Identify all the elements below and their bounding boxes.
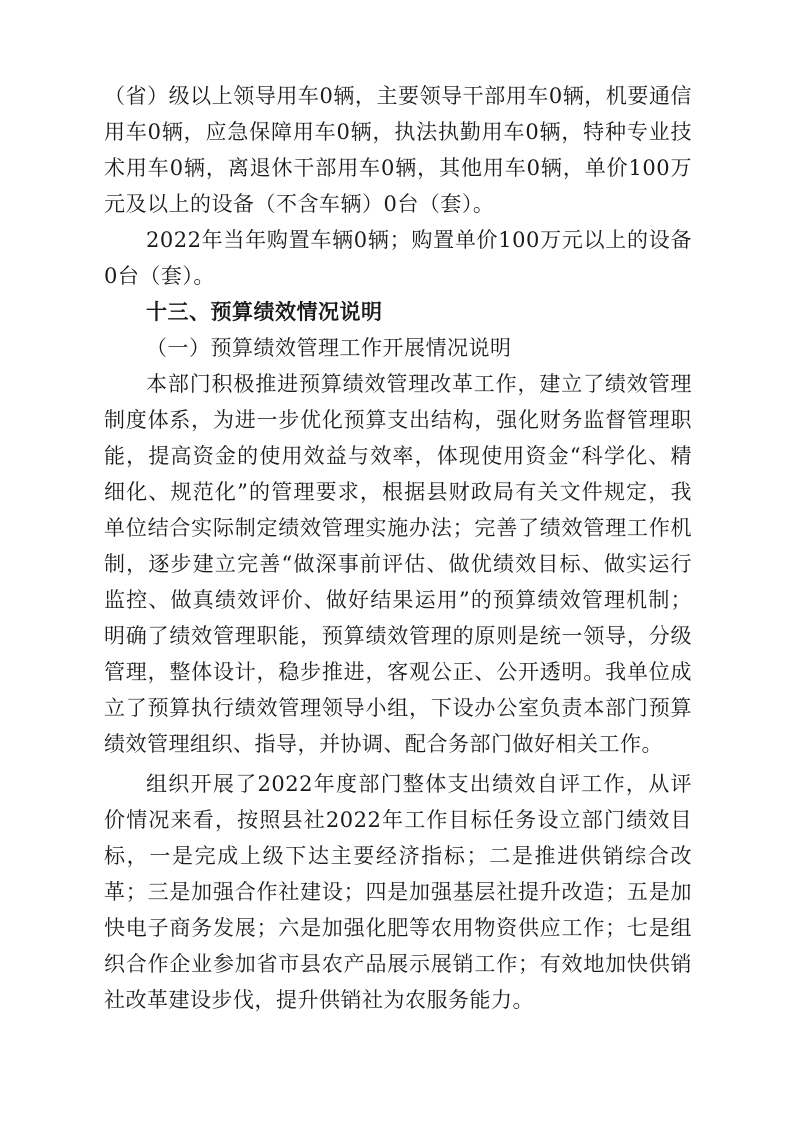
purchase-paragraph: 2022年当年购置车辆0辆；购置单价100万元以上的设备0台（套）。 bbox=[104, 228, 692, 288]
vehicle-count-paragraph: （省）级以上领导用车0辆，主要领导干部用车0辆，机要通信用车0辆，应急保障用车0辆，执法执勤用车0辆，特种专业技术用车0辆，离退休干部用车0辆，其他用车0辆，单价100万元及以上的设备（不含车辆）0台（套）。 bbox=[104, 84, 692, 216]
document-body bbox=[104, 78, 692, 1018]
subsection-heading: （一）预算绩效管理工作开展情况说明 bbox=[146, 336, 512, 360]
self-evaluation-paragraph: 组织开展了2022年度部门整体支出绩效自评工作，从评价情况来看，按照县社2022年工作目标任务设立部门绩效目标，一是完成上级下达主要经济指标；二是推进供销综合改革；三是加强合作社建设；四是加强基层社提升改造；五是加快电子商务发展；六是加强化肥等农用物资供应工作；七是组织合作企业参加省市县农产品展示展销工作；有效地加快供销社改革建设步伐，提升供销社为农服务能力。 bbox=[104, 772, 692, 1012]
section-heading: 十三、预算绩效情况说明 bbox=[146, 300, 383, 324]
performance-management-paragraph: 本部门积极推进预算绩效管理改革工作，建立了绩效管理制度体系，为进一步优化预算支出结构，强化财务监督管理职能，提高资金的使用效益与效率，体现使用资金“科学化、精细化、规范化”的管理要求，根据县财政局有关文件规定，我单位结合实际制定绩效管理实施办法；完善了绩效管理工作机制，逐步建立完善“做深事前评估、做优绩效目标、做实运行监控、做真绩效评价、做好结果运用”的预算绩效管理机制；明确了绩效管理职能，预算绩效管理的原则是统一领导，分级管理，整体设计，稳步推进，客观公正、公开透明。我单位成立了预算执行绩效管理领导小组，下设办公室负责本部门预算绩效管理组织、指导，并协调、配合务部门做好相关工作。 bbox=[104, 372, 692, 756]
